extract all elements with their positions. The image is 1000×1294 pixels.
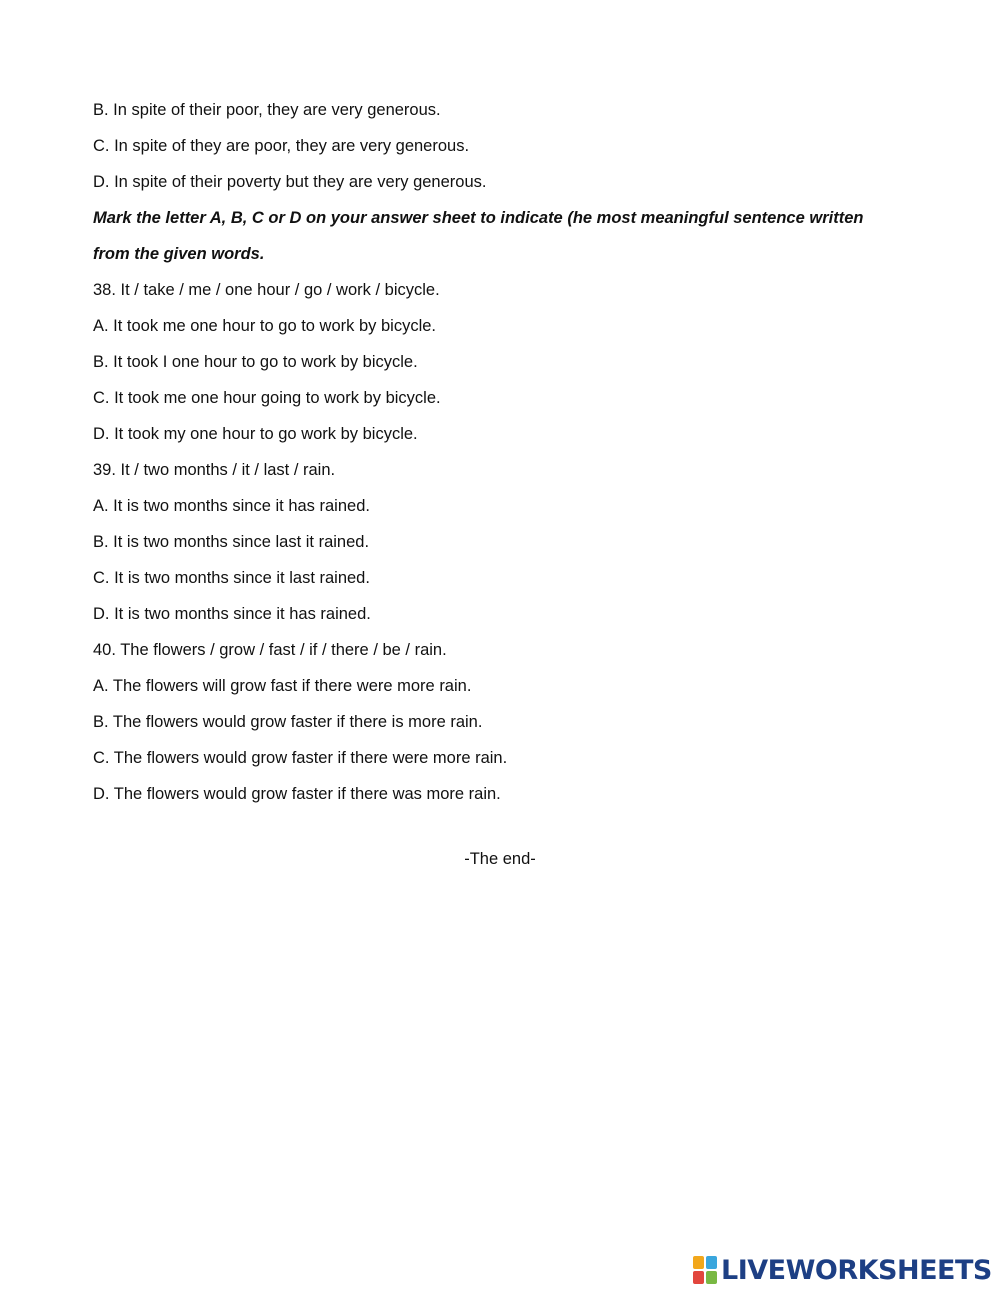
the-end-text: -The end-	[464, 850, 536, 868]
option-d-q38: D. It took my one hour to go work by bicycle.	[93, 425, 418, 443]
logo-wordmark: LIVEWORKSHEETS	[721, 1254, 992, 1286]
liveworksheets-logo-icon	[693, 1256, 717, 1284]
liveworksheets-logo	[693, 1253, 992, 1287]
option-d-q39: D. It is two months since it has rained.	[93, 605, 371, 623]
option-b-q38: B. It took I one hour to go to work by bicycle.	[93, 353, 418, 371]
option-c-q39: C. It is two months since it last rained.	[93, 569, 370, 587]
instruction-line-2: from the given words.	[93, 245, 265, 263]
logo-square	[706, 1256, 717, 1269]
question-38: 38. It / take / me / one hour / go / work / bicycle.	[93, 281, 440, 299]
option-d-q37: D. In spite of their poverty but they are very generous.	[93, 173, 487, 191]
option-a-q38: A. It took me one hour to go to work by bicycle.	[93, 317, 437, 335]
option-c-q40: C. The flowers would grow faster if there were more rain.	[93, 749, 508, 767]
option-b-q40: B. The flowers would grow faster if there is more rain.	[93, 713, 483, 731]
option-c-q37: C. In spite of they are poor, they are very generous.	[93, 137, 470, 155]
option-b-q39: B. It is two months since last it rained.	[93, 533, 370, 551]
question-40: 40. The flowers / grow / fast / if / there / be / rain.	[93, 641, 447, 659]
option-a-q40: A. The flowers will grow fast if there were more rain.	[93, 677, 472, 695]
option-a-q39: A. It is two months since it has rained.	[93, 497, 370, 515]
logo-square	[706, 1271, 717, 1284]
option-b-q37: B. In spite of their poor, they are very generous.	[93, 101, 441, 119]
logo-square	[693, 1256, 704, 1269]
worksheet-page	[93, 92, 923, 812]
question-39: 39. It / two months / it / last / rain.	[93, 461, 336, 479]
logo-square	[693, 1271, 704, 1284]
option-c-q38: C. It took me one hour going to work by bicycle.	[93, 389, 441, 407]
option-d-q40: D. The flowers would grow faster if there was more rain.	[93, 785, 501, 803]
instruction-line-1: Mark the letter A, B, C or D on your answer sheet to indicate (he most meaningful sentence written	[93, 209, 864, 227]
